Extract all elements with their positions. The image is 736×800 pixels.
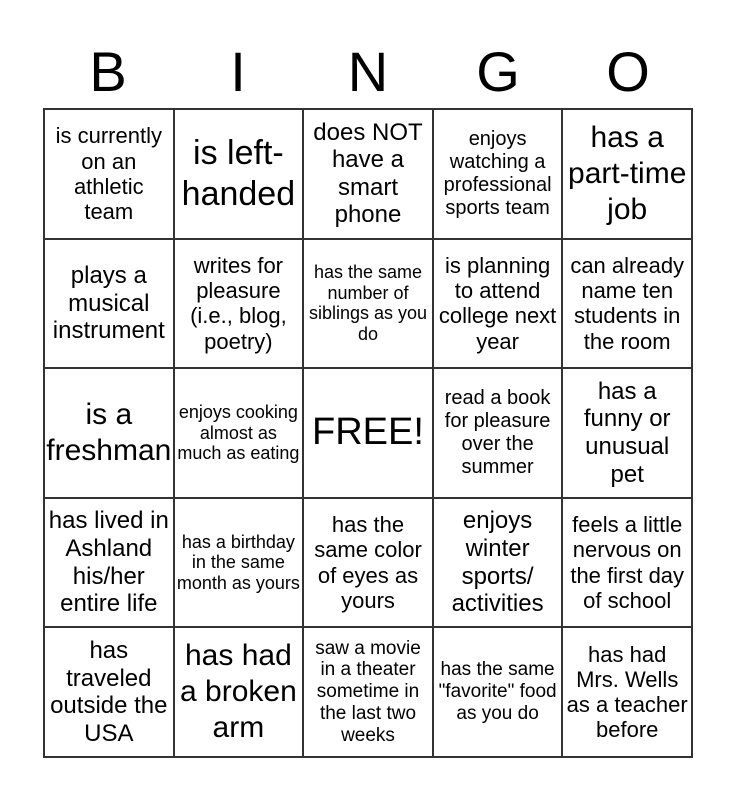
bingo-cell[interactable]: has the same color of eyes as yours xyxy=(303,498,433,628)
bingo-cell[interactable]: plays a musical instrument xyxy=(44,239,174,369)
bingo-cell[interactable]: has the same number of siblings as you do xyxy=(303,239,433,369)
bingo-cell[interactable]: enjoys cooking almost as much as eating xyxy=(174,368,304,498)
bingo-cell[interactable]: saw a movie in a theater sometime in the last two weeks xyxy=(303,627,433,757)
bingo-cell[interactable]: is planning to attend college next year xyxy=(433,239,563,369)
bingo-cell[interactable]: can already name ten students in the room xyxy=(562,239,692,369)
bingo-cell[interactable]: is left-handed xyxy=(174,109,304,239)
bingo-cell[interactable]: enjoys watching a professional sports team xyxy=(433,109,563,239)
bingo-cell[interactable]: has a part-time job xyxy=(562,109,692,239)
bingo-cell[interactable]: has traveled outside the USA xyxy=(44,627,174,757)
header-letter-o: O xyxy=(606,40,650,103)
bingo-board xyxy=(43,108,693,758)
bingo-cell[interactable]: has a funny or unusual pet xyxy=(562,368,692,498)
bingo-header xyxy=(43,36,693,108)
bingo-cell[interactable]: is currently on an athletic team xyxy=(44,109,174,239)
bingo-cell[interactable]: enjoys winter sports/ activities xyxy=(433,498,563,628)
free-space[interactable]: FREE! xyxy=(303,368,433,498)
bingo-cell[interactable]: feels a little nervous on the first day of school xyxy=(562,498,692,628)
bingo-cell[interactable]: read a book for pleasure over the summer xyxy=(433,368,563,498)
bingo-cell[interactable]: has had Mrs. Wells as a teacher before xyxy=(562,627,692,757)
header-letter-b: B xyxy=(89,40,127,103)
bingo-cell[interactable]: does NOT have a smart phone xyxy=(303,109,433,239)
bingo-cell[interactable]: has a birthday in the same month as yours xyxy=(174,498,304,628)
bingo-cell[interactable]: has the same "favorite" food as you do xyxy=(433,627,563,757)
bingo-cell[interactable]: writes for pleasure (i.e., blog, poetry) xyxy=(174,239,304,369)
header-letter-n: N xyxy=(347,40,389,103)
bingo-cell[interactable]: has lived in Ashland his/her entire life xyxy=(44,498,174,628)
bingo-cell[interactable]: has had a broken arm xyxy=(174,627,304,757)
header-letter-g: G xyxy=(476,40,520,103)
bingo-cell[interactable]: is a freshman xyxy=(44,368,174,498)
header-letter-i: I xyxy=(230,40,246,103)
